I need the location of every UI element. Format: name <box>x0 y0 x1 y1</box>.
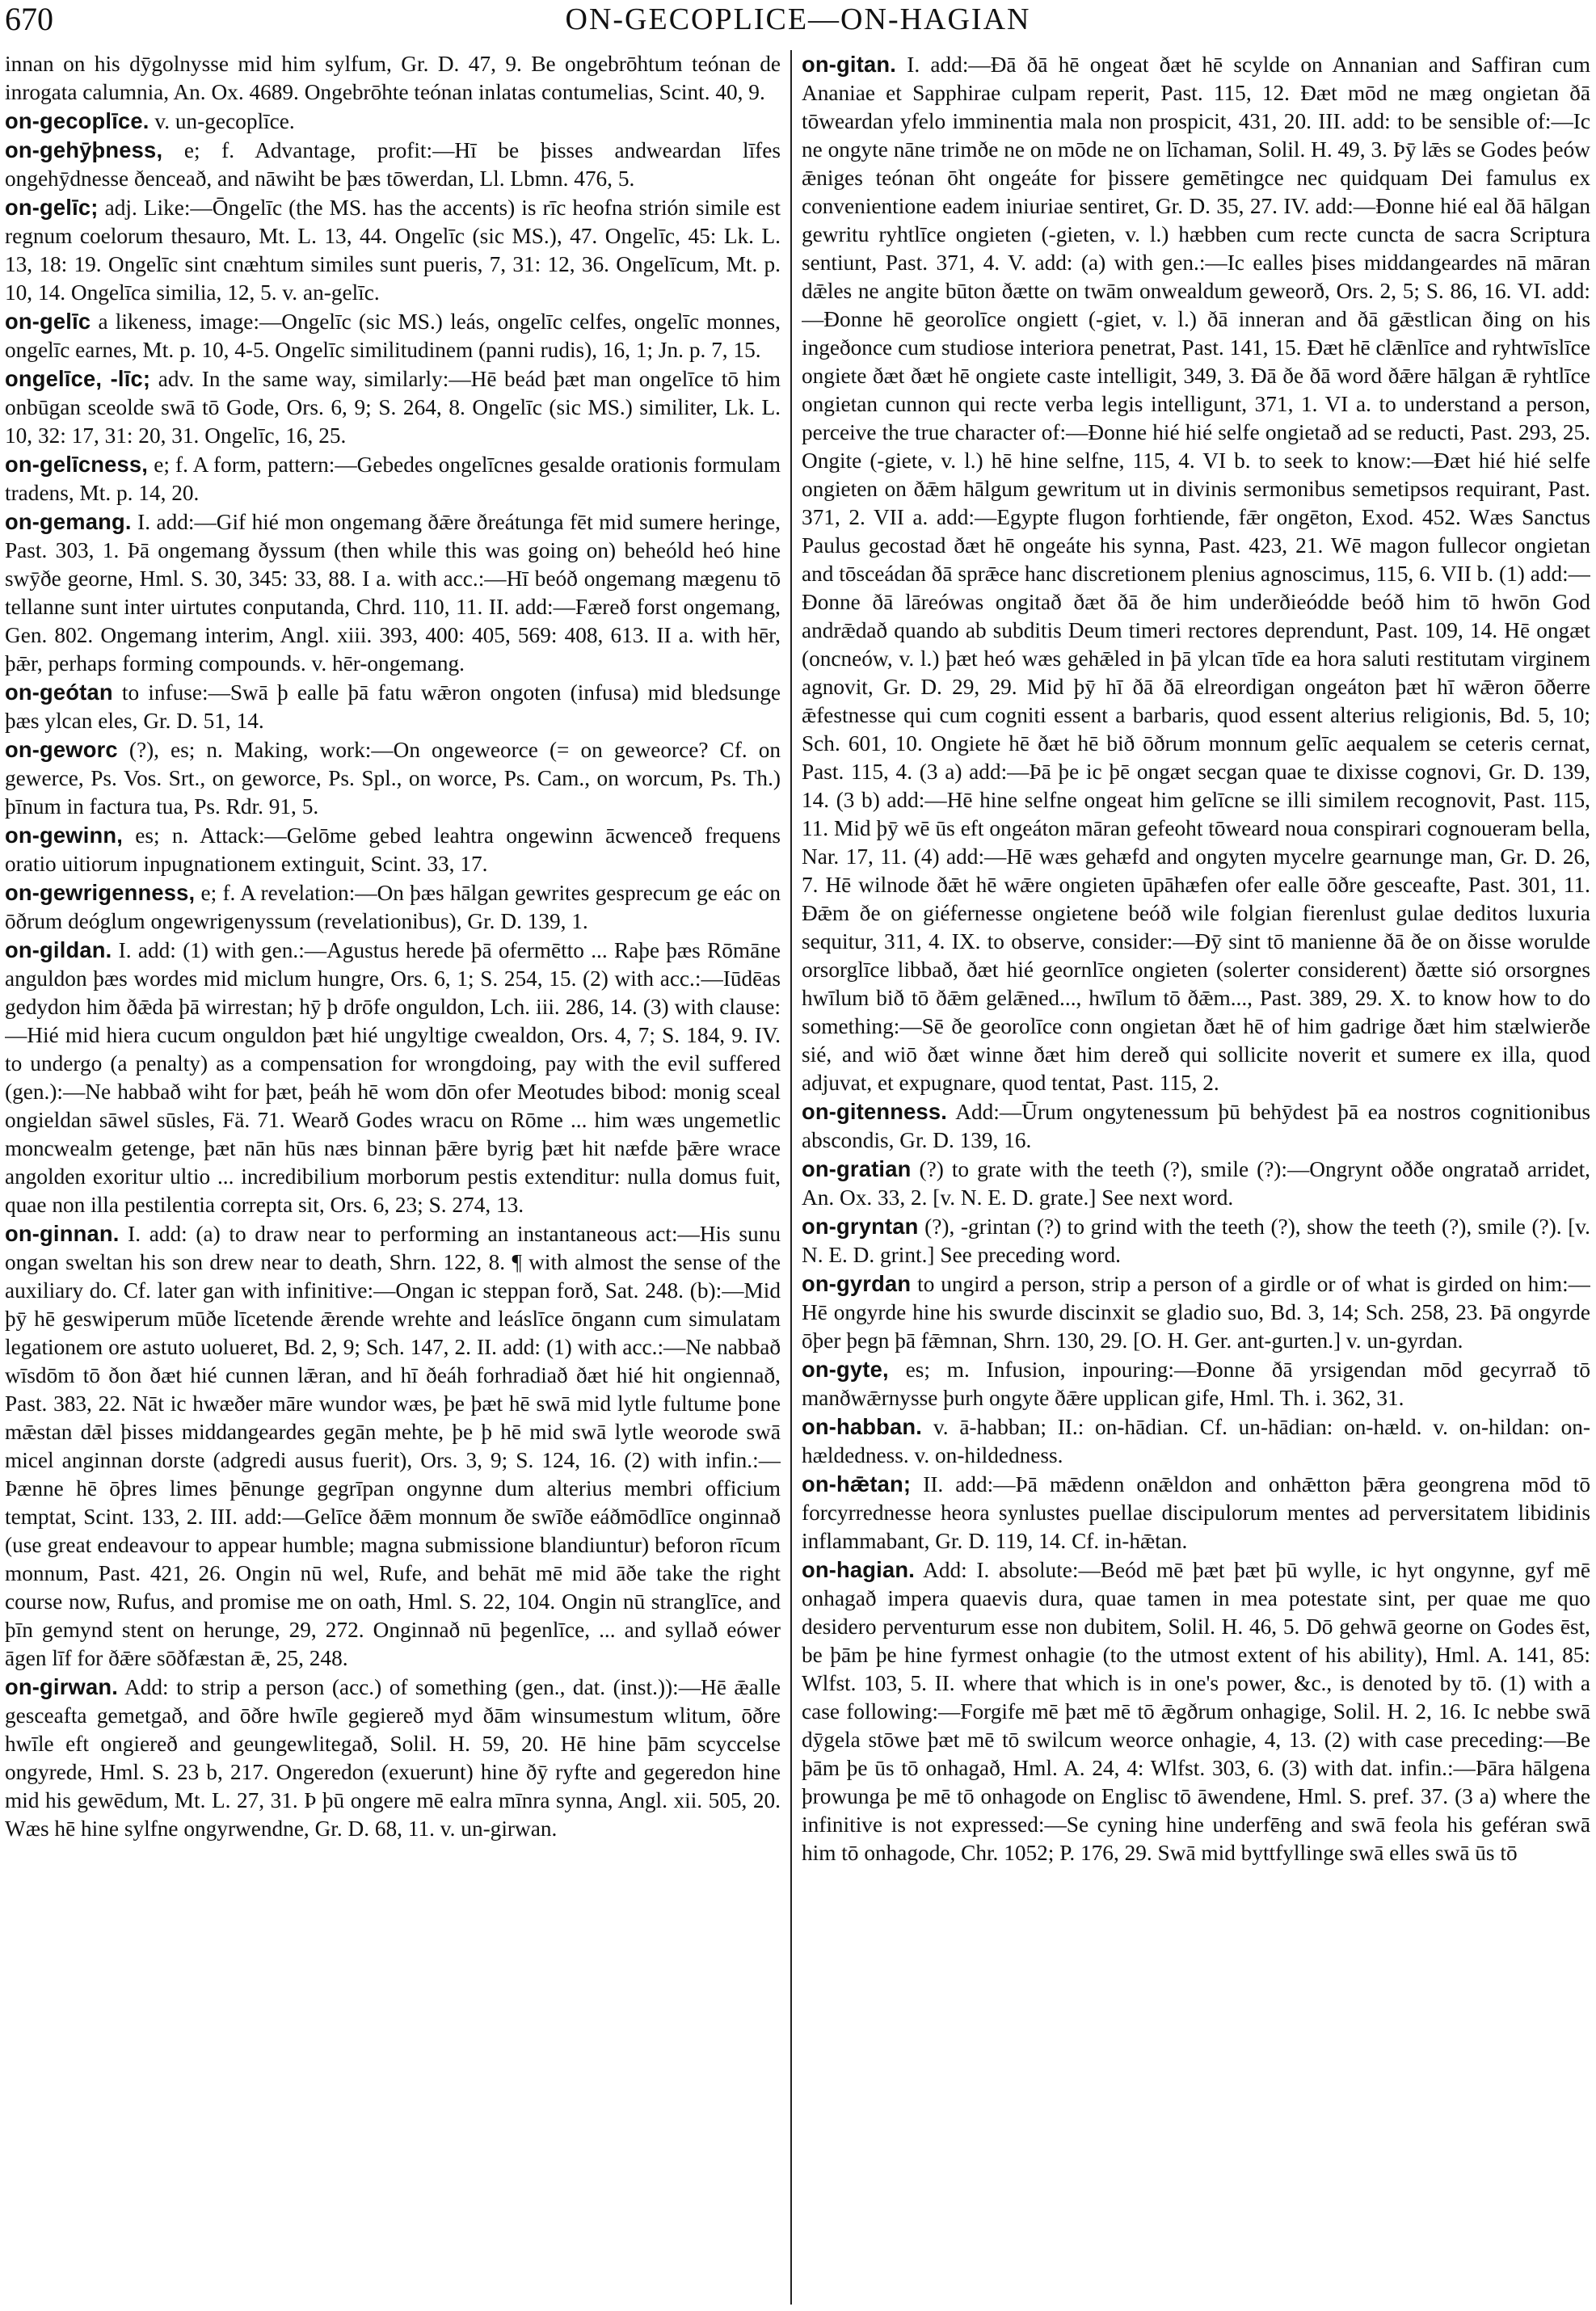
entry-headword: on-hǣtan; <box>802 1471 912 1496</box>
dictionary-entry <box>802 1555 1590 1867</box>
entry-headword: on-hagian. <box>802 1557 915 1582</box>
entry-text: Add:—Ūrum ongytenessum þū behȳdest þā ea nostros cognitionibus abscondis, Gr. D. 139, 16. <box>802 1100 1590 1152</box>
entry-headword: on-habban. <box>802 1414 923 1439</box>
dictionary-entry <box>5 107 781 136</box>
entry-text: to ungird a person, strip a person of a girdle or of what is girded on him:—Hē ongyrde hine his swurde discinxit se gladio suo, Bd. 3, 14; Sch. 258, 23. Þā ongyrde ōþer þegn þā fǣmnan, Shrn. 130, 29. [O. H. Ger. ant-gurten.] v. un-gyrdan. <box>802 1272 1590 1353</box>
entry-headword: on-gyrdan <box>802 1271 912 1296</box>
entry-headword: on-gryntan <box>802 1214 919 1239</box>
entry-text: Add: to strip a person (acc.) of something (gen., dat. (inst.)):—Hē ǣalle gesceafta gemetgað, and ōðre hwīle gegiereð myd ðām winsumestum wlitum, ōðre hwīle eft ongiereð and geungewlitegað, Solil. H. 59, 20. Hē hine þām scyccelse ongyrede, Hml. S. 23 b, 217. Ongeredon (exuerunt) hine ðȳ ryfte and gegeredon hine mid his gewēdum, Mt. L. 27, 31. Þ þū ongere mē ealra mīnra synna, Angl. xii. 505, 20. Wæs hē hine sylfne ongyrwendne, Gr. D. 68, 11. v. un-girwan. <box>5 1675 781 1841</box>
dictionary-entry <box>5 50 781 107</box>
dictionary-entry <box>5 364 781 450</box>
dictionary-entry <box>5 936 781 1219</box>
dictionary-entry <box>5 450 781 507</box>
right-column <box>802 50 1590 2305</box>
dictionary-entry <box>802 50 1590 1097</box>
left-column <box>5 50 781 2305</box>
entry-headword: on-geótan <box>5 680 113 705</box>
entry-headword: on-girwan. <box>5 1674 118 1699</box>
dictionary-entry <box>802 1355 1590 1412</box>
entry-text: Add: I. absolute:—Beód mē þæt þæt þū wylle, ic hyt ongynne, gyf mē onhagað impera quaevis dura, quae tamen in mea potestate sint, per quae me quo desidero perventurum esse non dubitem, Solil. H. 46, 5. Dō gehwā georne on Godes ēst, be þām þe hine fyrmest onhagie (to the utmost extent of his ability), Hml. A. 141, 85: Wlfst. 103, 5. II. where that which is in one's power, &c., is denoted by tō. (1) with a case following:—Forgife mē þæt mē tō ǣgðrum onhagige, Solil. H. 2, 16. Ic nebbe swā dȳgela stōwe þæt mē tō swilcum weorce onhagie, 4, 13. (2) with case preceding:—Be þām þe ūs tō onhagað, Hml. A. 24, 4: Wlfst. 303, 6. (3) with dat. infin.:—Þāra hālgena þrowunga þe mē tō onhagode on Englisc tō āwendene, Hml. S. pref. 37. (3 a) where the infinitive is not expressed:—Se cyning hine underfēng and swā feola his geféran swā him tō onhagode, Chr. 1052; P. 176, 29. Swā mid byttfyllinge swā elles swā ūs tō <box>802 1558 1590 1865</box>
entry-headword: on-gelīc; <box>5 195 99 220</box>
dictionary-entry <box>802 1155 1590 1212</box>
entry-text: I. add: (a) to draw near to performing an instantaneous act:—His sunu ongan sweltan his son drew near to death, Shrn. 122, 8. ¶ with almost the sense of the auxiliary do. Cf. later gan with infinitive:—Ongan ic steppan forð, Sat. 248. (b):—Mid þȳ hē geswiperum mūðe līcetende ǣrende wrehte and leáslīce ōngann cum simulatam legationem ore astuto uolueret, Bd. 2, 9; Sch. 147, 2. II. add: (1) with acc.:—Ne nabbað wīsdōm tō ðon ðæt hié cunnen lǣran, and hī ðeáh forhradiað ðæt hié hit ongiennað, Past. 383, 22. Nāt ic hwæðer māre wundor wæs, þe þæt hē swā mid lytle fultume þone mǣstan dǣl þisses middangeardes gegān mehte, þe þ hē mid swā lytle weorode swā micel anginnan dorste (adgredi ausus fuerit), Ors. 3, 9; S. 124, 16. (2) with infin.:—Þænne hē ōþres limes þēnunge gegrīpan ongynne dum alterius membri officium temptat, Scint. 133, 2. III. add:—Gelīce ðǣm monnum ðe swīðe eáðmōdlīce onginnað (use great endeavour to appear humble; magna submissione blandiuntur) beforon rīcum monnum, Past. 421, 26. Ongin nū wel, Rufe, and behāt mē mid āðe take the right course now, Rufus, and promise me on oath, Hml. S. 22, 104. Ongin nū stranglīce, and þīn gemynd stent on herunge, 29, 272. Onginnað nū þegenlīce, ... and syllað eówer āgen līf for ðǣre sōðfæstan ǣ, 25, 248. <box>5 1222 781 1670</box>
entry-headword: ongelīce, -līc; <box>5 366 151 391</box>
entry-text: (?) to grate with the teeth (?), smile (?):—Ongrynt oððe ongratað arridet, An. Ox. 33, 2. [v. N. E. D. grate.] See next word. <box>802 1157 1590 1210</box>
dictionary-entry <box>802 1412 1590 1470</box>
entry-text: es; m. Infusion, inpouring:—Ðonne ðā yrsigendan mōd gecyrrað tō manðwǣrnysse þurh ongyte ðǣre upplican gife, Hml. Th. i. 362, 31. <box>802 1358 1590 1410</box>
entry-headword: on-gildan. <box>5 937 112 962</box>
entry-text: v. un-gecoplīce. <box>154 109 295 133</box>
dictionary-entry <box>5 136 781 193</box>
entry-headword: on-gratian <box>802 1156 912 1181</box>
entry-text: (?), es; n. Making, work:—On ongeweorce (= on geweorce? Cf. on gewerce, Ps. Vos. Srt., on geworce, Ps. Spl., on worce, Ps. Cam., on worcum, Ps. Th.) þīnum in factura tua, Ps. Rdr. 91, 5. <box>5 738 781 819</box>
running-head: ON-GECOPLICE—ON-HAGIAN <box>565 2 1031 36</box>
dictionary-entry <box>802 1212 1590 1269</box>
entry-headword: on-gewinn, <box>5 823 124 848</box>
entry-headword: on-gemang. <box>5 509 132 534</box>
entry-text: (?), -grintan (?) to grind with the teeth (?), show the teeth (?), smile (?). [v. N. E. D. grint.] See preceding word. <box>802 1214 1590 1267</box>
entry-text: to infuse:—Swā þ ealle þā fatu wǣron ongoten (infusa) mid bledsunge þæs ylcan eles, Gr. D. 51, 14. <box>5 680 781 733</box>
entry-headword: on-gelīc <box>5 309 91 334</box>
dictionary-entry <box>5 507 781 678</box>
entry-headword: on-gecoplīce. <box>5 108 149 133</box>
entry-headword: on-ginnan. <box>5 1221 120 1246</box>
dictionary-entry <box>802 1097 1590 1155</box>
dictionary-entry <box>5 735 781 821</box>
dictionary-entry <box>802 1269 1590 1355</box>
entry-text: I. add: (1) with gen.:—Agustus herede þā ofermētto ... Raþe þæs Rōmāne anguldon þæs wordes mid miclum hungre, Ors. 6, 1; S. 254, 15. (2) with acc.:—Iūdēas gedydon him ðǣda þā wirrestan; hȳ þ drōfe onguldon, Lch. iii. 286, 14. (3) with clause:—Hié mid hiera cucum onguldon þæt hié ungyltige cwealdon, Ors. 4, 7; S. 184, 9. IV. to undergo (a penalty) as a compensation for wrongdoing, pay with the evil suffered (gen.):—Ne habbað wiht for þæt, þeáh hē wom dōn ofer Meotudes bibod: monig sceal ongieldan sāwel sūsles, Fä. 71. Wearð Godes wracu on Rōme ... him wæs ungemetlic moncwealm getenge, þæt nān hūs næs binnan þǣre byrig þæt hit næfde þǣre wrace angolden exoritur ultio ... incredibilium morborum pestis extenditur: nulla domus fuit, quae non illa pestilentia correpta sit, Ors. 6, 23; S. 274, 13. <box>5 938 781 1217</box>
entry-text: innan on his dȳgolnysse mid him sylfum, Gr. D. 47, 9. Be ongebrōhtum teónan de inrogata calumnia, An. Ox. 4689. Ongebrōhte teónan inlatas contumelias, Scint. 40, 9. <box>5 52 781 104</box>
dictionary-entry <box>5 878 781 936</box>
entry-text: I. add:—Ðā ðā hē ongeat ðæt hē scylde on Annanian and Saffiran cum Ananiae et Sapphirae culpam reperit, Past. 115, 12. Ðæt mōd ne mæg ongietan ðā tōweardan yfelo imminentia mala non prospicit, 431, 20. III. add: to be sensible of:—Ic ne ongyte nāne trimðe ne on mōde ne on līchaman, Solil. H. 49, 3. Þȳ lǣs se Godes þeów ǣniges teónan ōht ongeáte for þissere gemētingce nec quidquam Dei famulus ex convenientione eadem iniuriae sentiret, Gr. D. 35, 27. IV. add:—Ðonne hié eal ðā hālgan gewritu ryhtlīce ongieten (-gieten, v. l.) hæbben cum recte cuncta de sacra Scriptura sentiunt, Past. 371, 4. V. add: (a) with gen.:—Ic ealles þises middangeardes nā māran dǣles ne angite būton ðætte on twām onwealdum geweorð, Ors. 2, 5; S. 86, 16. VI. add:—Ðonne hē georolīce ongiett (-giet, v. l.) ðā inneran and ðā gǣstlican ðing on his ingeðonce cum studiose interiora penetrat, Past. 141, 15. Ðæt hē clǣnlīce and ryhtwīslīce ongiete ðæt ðæt hē ongiete caste intelligit, 349, 3. Ðā ðe ðā word ðǣre hālgan ǣ ryhtlīce ongietan cunnon qui recte verba legis intelligunt, 371, 1. VI a. to understand a person, perceive the true character of:—Ðonne hié hié selfe ongietað ad se reducti, Past. 293, 25. Ongite (-giete, v. l.) hē hine selfne, 115, 4. VI b. to seek to know:—Ðæt hié hié selfe ongieten on ðǣm hālgum gewritum ut in divinis sermonibus semetipsos requirant, Past. 371, 2. VII a. add:—Egypte flugon forhtiende, fǣr ongēton, Exod. 452. Wæs Sanctus Paulus gecostad ðæt hē ongeáte his synna, Past. 423, 21. Wē magon fullecor ongietan and tōsceádan ðā sprǣce hanc discretionem plenius agnoscimus, 115, 6. VII b. (1) add:—Ðonne ðā lāreówas ongitað ðæt ðā ðe him underðieódde beóð him tō hwōn God andrǣdað quando ab subditis Deum timeri rectores deprendunt, Past. 109, 14. Hē ongæt (oncneów, v. l.) þæt heó wæs gehǣled in þā ylcan tīde ea hora saluti restitutam virginem agnovit, Gr. D. 29, 29. Mid þȳ hī ðā ðā elreordigan ongeáton þæt hī wǣron ōðerre ǣfestnesse qui cum cogniti essent a barbaris, quod essent alterius religionis, Bd. 5, 10; Sch. 601, 10. Ongiete hē ðæt hē bið ōðrum monnum gelīc aequalem se ceteris cernat, Past. 115, 4. (3 a) add:—Þā þe ic þē ongæt secgan quae te dixisse cognovi, Gr. D. 139, 14. (3 b) add:—Hē hine selfne ongeat him gelīcne se illi similem recognovit, Past. 115, 11. Mid þȳ wē ūs eft ongeáton māran gefeoht tōweard noua conspirari cognoueram bella, Nar. 17, 11. (4) add:—Hē wæs gehæfd and ongyten mycelre gearnunge man, Gr. D. 26, 7. Hē wilnode ðǣt hē wǣre ongieten ūpāhæfen ofer ealle ōðre gesceafte, Past. 301, 11. Ðǣm ðe on giéfernesse ongietene beóð wile folgian fierenlust gulae deditos luxuria sequitur, 311, 4. IX. to observe, consider:—Ðȳ sint tō manienne ðā ðe on ðisse worulde orsorglīce libbað, ðæt hié geornlīce ongieten (solerter considerent) ðætte sió orsorgnes hwīlum bið tō ðǣm gelǣned..., hwīlum tō ðǣm..., Past. 389, 29. X. to know how to do something:—Sē ðe georolīce conn ongietan ðæt hē of him gadrige ðæt him stælwierðe sié, and wiō ðæt winne ðæt him dereð qui sollicite noverit et sumere ex illa, quod adjuvat, et expugnare, quod tentat, Past. 115, 2. <box>802 53 1590 1095</box>
page-number: 670 <box>5 1 53 37</box>
entry-headword: on-gehȳþness, <box>5 137 163 162</box>
dictionary-entry <box>802 1470 1590 1555</box>
entry-text: v. ā-habban; II.: on-hādian. Cf. un-hādian: on-hæld. v. on-hildan: on-hældedness. v. on-hildedness. <box>802 1415 1590 1467</box>
dictionary-entry <box>5 307 781 364</box>
entry-headword: on-gitan. <box>802 52 897 77</box>
dictionary-entry <box>5 678 781 735</box>
entry-text: e; f. Advantage, profit:—Hī be þisses andweardan līfes ongehȳdnesse ðenceað, and nāwiht be þæs tōwerdan, Ll. Lbmn. 476, 5. <box>5 138 781 191</box>
entry-text: e; f. A form, pattern:—Gebedes ongelīcnes gesalde orationis formulam tradens, Mt. p. 14, 20. <box>5 453 781 505</box>
entry-headword: on-gitenness. <box>802 1099 948 1124</box>
page-header <box>0 0 1596 45</box>
column-divider <box>790 50 792 2305</box>
entry-headword: on-gyte, <box>802 1357 889 1382</box>
dictionary-entry <box>5 1219 781 1673</box>
entry-text: e; f. A revelation:—On þæs hālgan gewrites gesprecum ge eác on ōðrum deóglum ongewrigenyssum (revelationibus), Gr. D. 139, 1. <box>5 881 781 933</box>
entry-text: adv. In the same way, similarly:—Hē beád þæt man ongelīce tō him onbūgan sceolde swā tō Gode, Ors. 6, 9; S. 264, 8. Ongelīc (sic MS.) similiter, Lk. L. 10, 32: 17, 31: 20, 31. Ongelīc, 16, 25. <box>5 367 781 448</box>
entry-headword: on-gewrigenness, <box>5 880 196 905</box>
entry-text: es; n. Attack:—Gelōme gebed leahtra ongewinn ācwenceð frequens oratio uitiorum inpugnationem extinguit, Scint. 33, 17. <box>5 823 781 876</box>
entry-text: a likeness, image:—Ongelīc (sic MS.) leás, ongelīc celfes, ongelīc monnes, ongelīc earnes, Mt. p. 10, 4-5. Ongelīc similitudinem (panni rudis), 16, 1; Jn. p. 7, 15. <box>5 309 781 362</box>
entry-headword: on-geworc <box>5 737 118 762</box>
dictionary-entry <box>5 1673 781 1843</box>
dictionary-entry <box>5 193 781 307</box>
entry-headword: on-gelīcness, <box>5 452 149 477</box>
entry-text: adj. Like:—Ōngelīc (the MS. has the accents) is rīc heofna strión simile est regnum coelorum thesauro, Mt. L. 13, 44. Ongelīc (sic MS.), 47. Ongelīc, 45: Lk. L. 13, 18: 19. Ongelīc sint cnæhtum similes sunt pueris, 7, 31: 12, 36. Ongelīcum, Mt. p. 10, 14. Ongelīca similia, 12, 5. v. an-gelīc. <box>5 196 781 305</box>
entry-text: II. add:—Þā mǣdenn onǣldon and onhǣtton þǣra geongrena mōd tō forcyrrednesse heora synlustes puellae discipulorum mentes ad perversitatem libidinis inflammabant, Gr. D. 119, 14. Cf. in-hǣtan. <box>802 1472 1590 1553</box>
dictionary-entry <box>5 821 781 878</box>
entry-text: I. add:—Gif hié mon ongemang ðǣre ðreátunga fēt mid sumere heringe, Past. 303, 1. Þā ongemang ðyssum (then while this was going on) beheóld heó hine swȳðe georne, Hml. S. 30, 345: 33, 88. I a. with acc.:—Hī beóð ongemang mægenu tō tellanne sunt inter uirtutes conputanda, Chrd. 110, 11. II. add:—Færeð forst ongemang, Gen. 802. Ongemang interim, Angl. xiii. 393, 400: 405, 569: 408, 613. II a. with hēr, þǣr, perhaps forming compounds. v. hēr-ongemang. <box>5 510 781 676</box>
